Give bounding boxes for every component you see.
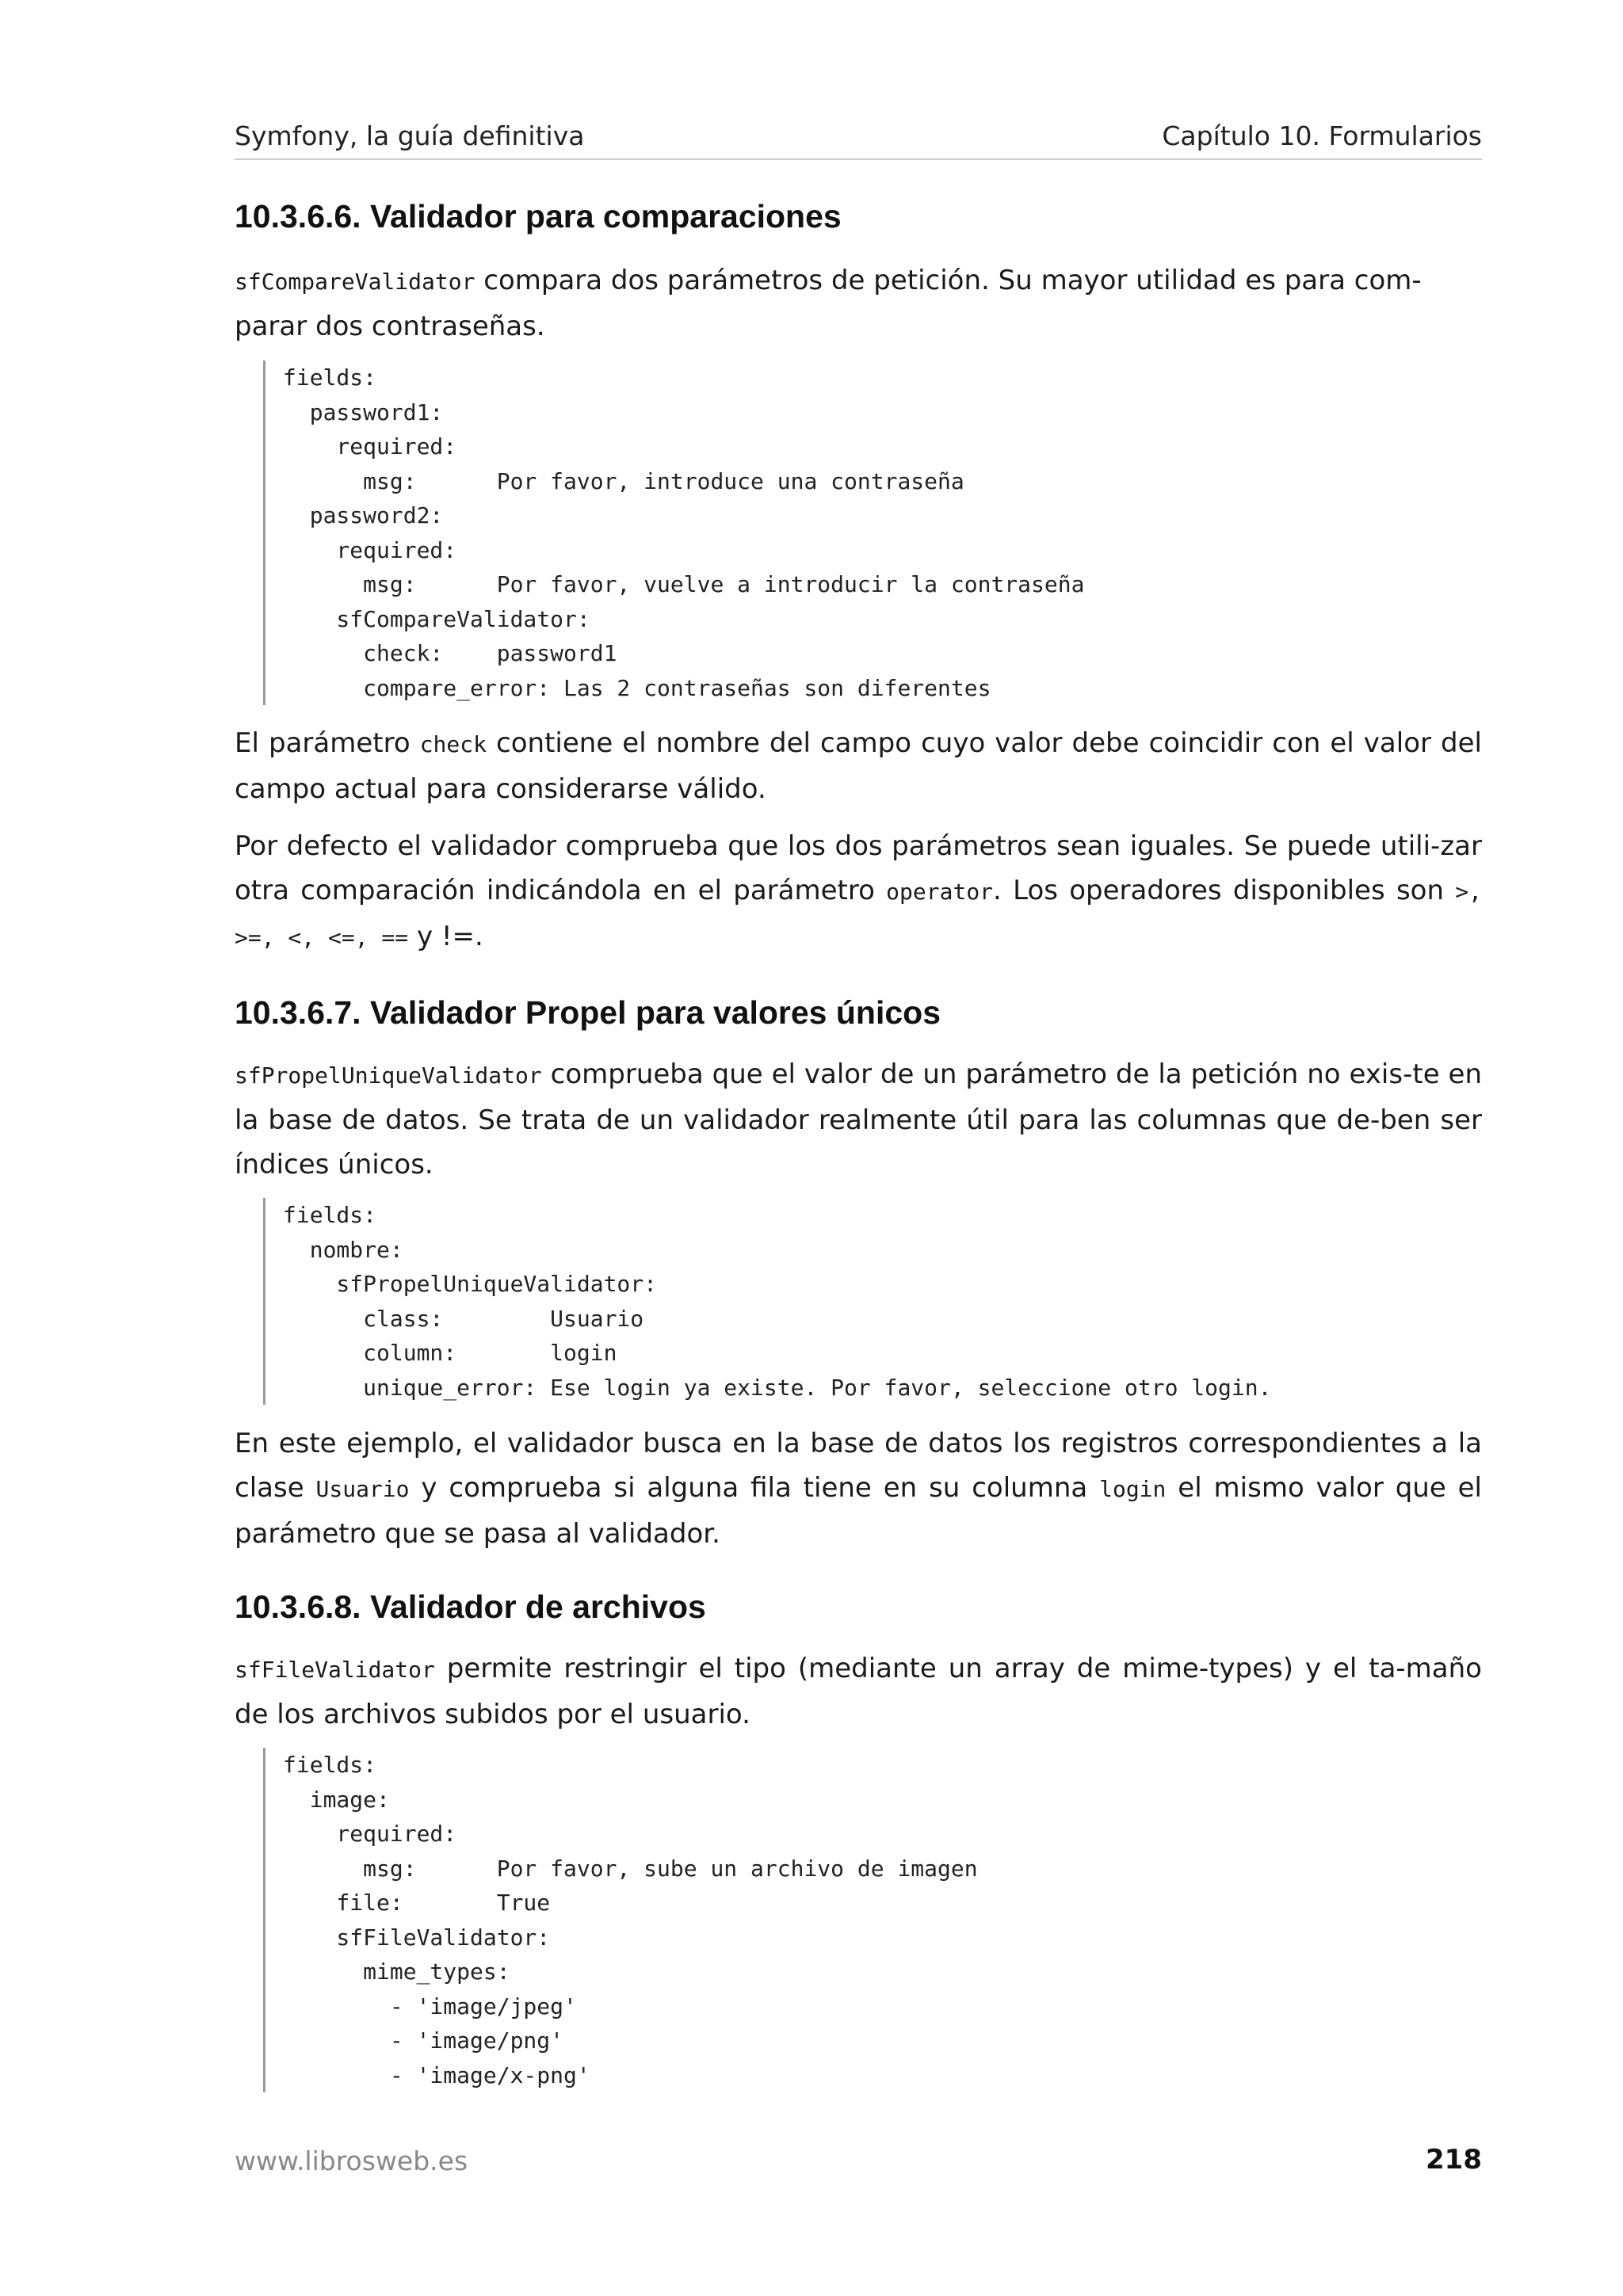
paragraph-operator xyxy=(235,824,1482,960)
page-number: 218 xyxy=(1426,2144,1482,2176)
running-header xyxy=(235,119,1482,160)
section-heading-file-validator: 10.3.6.8. Validador de archivos xyxy=(235,1589,706,1625)
section-compare-intro xyxy=(235,258,1482,349)
code-line: sfFileValidator: xyxy=(283,1924,551,1951)
code-block-compare xyxy=(263,360,1472,705)
code-line: msg: Por favor, sube un archivo de imagen xyxy=(283,1855,978,1882)
paragraph-text: y !=. xyxy=(408,921,483,952)
paragraph-text: compara dos parámetros de petición. Su mayor utilidad es para com- xyxy=(475,265,1422,296)
paragraph-text: comprueba que el valor de un parámetro de la petición no exis-te en la base de datos. Se trata de un validador realmente útil para las columnas que de-ben ser índices únicos. xyxy=(235,1058,1482,1180)
code-line: - 'image/jpeg' xyxy=(283,1993,577,2019)
code-line: class: Usuario xyxy=(283,1305,644,1332)
code-line: - 'image/x-png' xyxy=(283,2061,590,2088)
code-block-file-validator xyxy=(263,1748,1472,2092)
paragraph-text: El parámetro xyxy=(235,727,420,759)
book-title: Symfony, la guía definitiva xyxy=(235,120,585,151)
code-line: nombre: xyxy=(283,1236,403,1263)
inline-code: operator xyxy=(886,879,994,905)
section-propel-intro xyxy=(235,1052,1482,1187)
section-heading-compare: 10.3.6.6. Validador para comparaciones xyxy=(235,198,842,235)
inline-code: Usuario xyxy=(315,1476,410,1502)
paragraph-check-param xyxy=(235,721,1482,811)
code-line: password2: xyxy=(283,502,444,528)
inline-code: >, >=, <, <=, == xyxy=(235,879,1483,951)
code-line: unique_error: Ese login ya existe. Por favor, seleccione otro login. xyxy=(283,1374,1272,1401)
code-line: required: xyxy=(283,1821,457,1847)
paragraph-text: permite restringir el tipo (mediante un array de mime-types) y el ta-maño de los archivos subidos por el usuario. xyxy=(235,1653,1482,1730)
paragraph-text: En este ejemplo, el validador busca en la base de datos los registros correspondientes a la clase xyxy=(235,1428,1482,1504)
paragraph-text: parar dos contraseñas. xyxy=(235,311,545,342)
code-line: mime_types: xyxy=(283,1958,510,1985)
paragraph-text: Por defecto el validador comprueba que los dos parámetros sean iguales. Se puede utili-zar otra comparación indicándola en el parámetro xyxy=(235,830,1482,906)
code-line: password1: xyxy=(283,399,444,425)
paragraph-text: el mismo valor que el parámetro que se pasa al validador. xyxy=(235,1472,1483,1550)
code-line: fields: xyxy=(283,1202,377,1228)
code-line: - 'image/png' xyxy=(283,2027,564,2054)
paragraph-text: contiene el nombre del campo cuyo valor debe coincidir con el valor del campo actual para considerarse válido. xyxy=(235,727,1482,805)
section-heading-propel-unique: 10.3.6.7. Validador Propel para valores únicos xyxy=(235,994,941,1031)
footer-website-link[interactable]: www.librosweb.es xyxy=(235,2145,468,2176)
code-line: column: login xyxy=(283,1340,617,1366)
code-line: required: xyxy=(283,433,457,460)
code-line: compare_error: Las 2 contraseñas son diferentes xyxy=(283,674,991,701)
paragraph-text: y comprueba si alguna fila tiene en su columna xyxy=(409,1472,1100,1504)
inline-code: login xyxy=(1099,1476,1167,1502)
paragraph-text: . Los operadores disponibles son xyxy=(993,875,1456,906)
inline-code: check xyxy=(419,731,487,757)
code-line: sfPropelUniqueValidator: xyxy=(283,1271,658,1297)
code-line: msg: Por favor, introduce una contraseña xyxy=(283,467,964,494)
code-line: image: xyxy=(283,1786,390,1813)
inline-code: sfCompareValidator xyxy=(235,269,475,295)
chapter-title: Capítulo 10. Formularios xyxy=(1162,120,1482,151)
code-line: sfCompareValidator: xyxy=(283,605,590,632)
code-line: check: password1 xyxy=(283,640,617,666)
code-line: fields: xyxy=(283,364,377,391)
paragraph-propel-example xyxy=(235,1421,1482,1556)
code-line: msg: Por favor, vuelve a introducir la contraseña xyxy=(283,571,1085,597)
code-line: fields: xyxy=(283,1752,377,1778)
code-line: file: True xyxy=(283,1890,551,1916)
code-line: required: xyxy=(283,536,457,563)
code-block-propel-unique xyxy=(263,1198,1472,1405)
inline-code: sfFileValidator xyxy=(235,1657,435,1683)
section-file-intro xyxy=(235,1646,1482,1737)
inline-code: sfPropelUniqueValidator xyxy=(235,1062,542,1089)
